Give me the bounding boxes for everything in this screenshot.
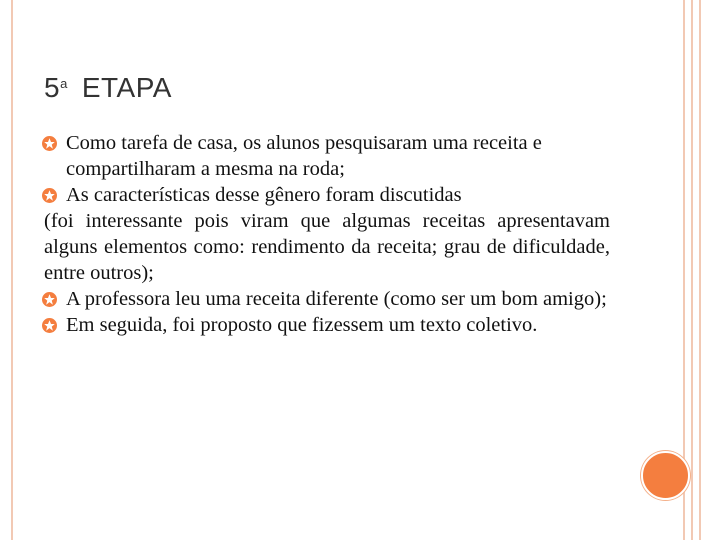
paragraph-text: (foi interessante pois viram que algumas receitas apresentavam alguns elementos como: rendimento da receita; grau de dificuldade, entre outros); [44,210,610,284]
bullet-text: Em seguida, foi proposto que fizessem um texto coletivo. [66,314,538,336]
title-text: ETAPA [81,72,172,103]
bullet-text: As características desse gênero foram discutidas [66,184,462,206]
frame-line-right [691,0,693,540]
bullet-item [44,312,610,338]
title-number: 5 [44,72,61,103]
frame-line-left [11,0,13,540]
frame-line-right [699,0,701,540]
decorative-circle [641,451,690,500]
slide-body [44,130,610,338]
bullet-item [44,286,610,312]
title-superscript: a [60,76,68,91]
bullet-item [44,130,610,182]
star-icon [42,136,57,151]
star-icon [42,292,57,307]
bullet-item [44,182,610,208]
slide-title [44,72,172,104]
bullet-text: Como tarefa de casa, os alunos pesquisaram uma receita e compartilharam a mesma na roda; [66,132,542,180]
bullet-text: A professora leu uma receita diferente (como ser um bom amigo); [66,288,607,310]
star-icon [42,188,57,203]
star-icon [42,318,57,333]
